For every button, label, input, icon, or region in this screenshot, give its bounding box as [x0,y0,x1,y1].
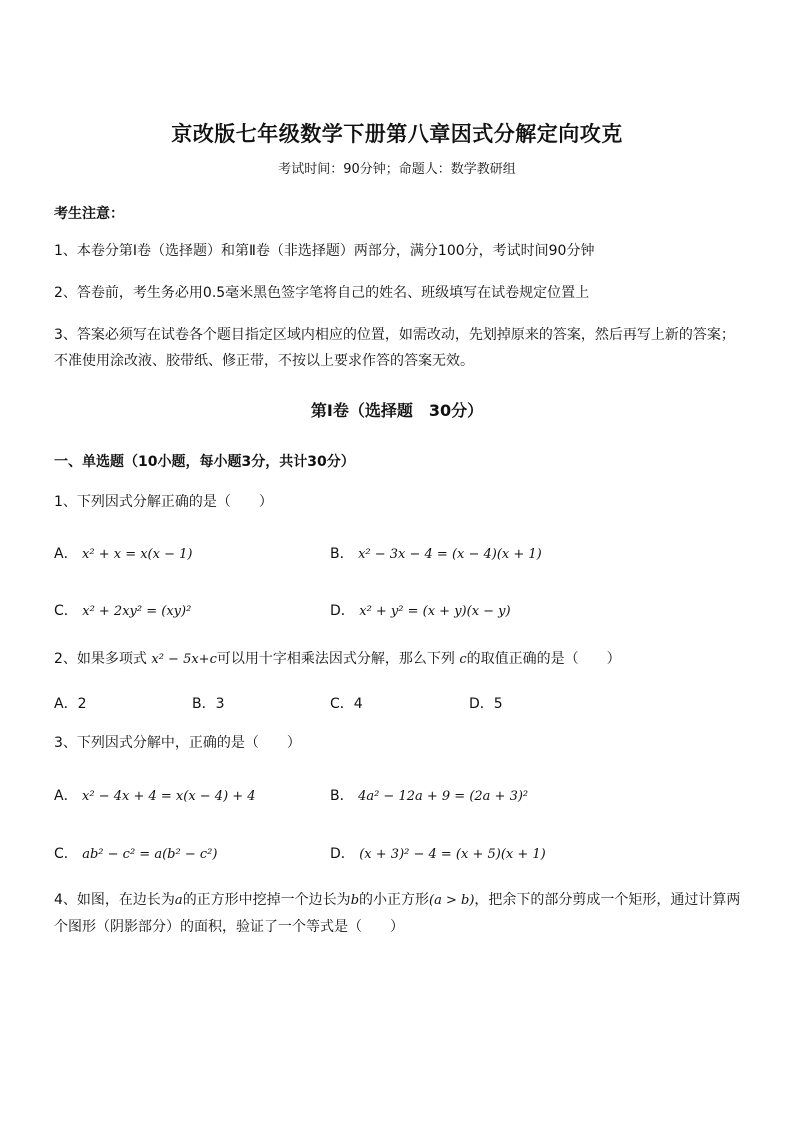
option-label: D． [469,696,494,712]
question-3-option-a[interactable] [54,785,256,805]
option-expression: x² − 3x − 4 = (x − 4)(x + 1) [358,547,542,562]
question-4-condition: (a > b) [429,893,475,908]
question-1-option-b[interactable] [330,543,542,563]
option-expression: ab² − c² = a(b² − c²) [82,847,218,862]
question-1-option-a[interactable] [54,543,192,563]
option-label: C． [54,603,78,619]
option-label: A． [54,788,78,804]
option-expression: x² − 4x + 4 = x(x − 4) + 4 [82,789,256,804]
option-label: A． [54,546,78,562]
option-value: 3 [215,696,225,712]
question-2-middle: 可以用十字相乘法因式分解，那么下列 [216,651,455,667]
option-expression: x² + y² = (x + y)(x − y) [359,604,511,619]
exam-title: 京改版七年级数学下册第八章因式分解定向攻克 [171,122,623,146]
option-expression: x² + 2xy² = (xy)² [82,604,192,619]
option-expression: x² + x = x(x − 1) [82,547,193,562]
question-4-var-b: b [350,893,360,908]
option-label: B． [330,546,354,562]
notice-item-2: 2、答卷前，考生务必用0.5毫米黑色签字笔将自己的姓名、班级填写在试卷规定位置上 [54,285,590,301]
question-4-var-a: a [174,893,183,908]
option-value: 5 [493,696,503,712]
option-expression: 4a² − 12a + 9 = (2a + 3)² [358,789,529,804]
section-title: 第Ⅰ卷（选择题 30分） [310,401,484,420]
question-4-part-1: 4、如图，在边长为 [54,892,175,908]
question-3-option-b[interactable] [330,785,528,805]
option-label: D． [330,846,355,862]
question-2-option-a[interactable] [54,693,87,713]
question-4-part-2: 的正方形中挖掉一个边长为 [182,892,351,908]
question-4-stem [54,887,744,940]
option-value: 2 [77,696,87,712]
question-4-part-3: 的小正方形 [359,892,430,908]
option-label: D． [330,603,355,619]
question-2-variable: c [459,652,467,667]
exam-subtitle: 考试时间：90分钟；命题人：数学教研组 [278,162,516,177]
question-2-prefix: 2、如果多项式 [54,651,147,667]
question-2-polynomial: x² − 5x+c [151,652,217,667]
question-2-option-c[interactable] [330,693,363,713]
question-1-option-c[interactable] [54,600,191,620]
option-label: C． [330,696,354,712]
question-3-stem: 3、下列因式分解中，正确的是（ ） [54,735,301,751]
question-2-stem [54,646,744,673]
question-2-option-b[interactable] [192,693,225,713]
question-3-option-c[interactable] [54,843,217,863]
option-label: C． [54,846,78,862]
option-label: A． [54,696,78,712]
part-title: 一、单选题（10小题，每小题3分，共计30分） [54,454,355,470]
notice-heading: 考生注意： [54,206,124,222]
notice-item-1: 1、本卷分第Ⅰ卷（选择题）和第Ⅱ卷（非选择题）两部分，满分100分，考试时间90分钟 [54,243,595,259]
question-3-option-d[interactable] [330,843,546,863]
notice-item-3: 3、答案必须写在试卷各个题目指定区域内相应的位置，如需改动，先划掉原来的答案，然后再写上新的答案；不准使用涂改液、胶带纸、修正带，不按以上要求作答的答案无效。 [54,327,735,369]
question-1-stem: 1、下列因式分解正确的是（ ） [54,494,273,510]
option-label: B． [330,788,354,804]
question-2-option-d[interactable] [469,693,503,713]
question-2-suffix: 的取值正确的是（ ） [466,651,621,667]
option-label: B． [192,696,216,712]
option-expression: (x + 3)² − 4 = (x + 5)(x + 1) [359,847,546,862]
option-value: 4 [353,696,363,712]
question-1-option-d[interactable] [330,600,511,620]
question-4-part-4: ，把余下的部分剪成一个矩形，通过计算两个图形（阴影部分）的面积，验证了一个等式是（ ） [54,892,741,935]
